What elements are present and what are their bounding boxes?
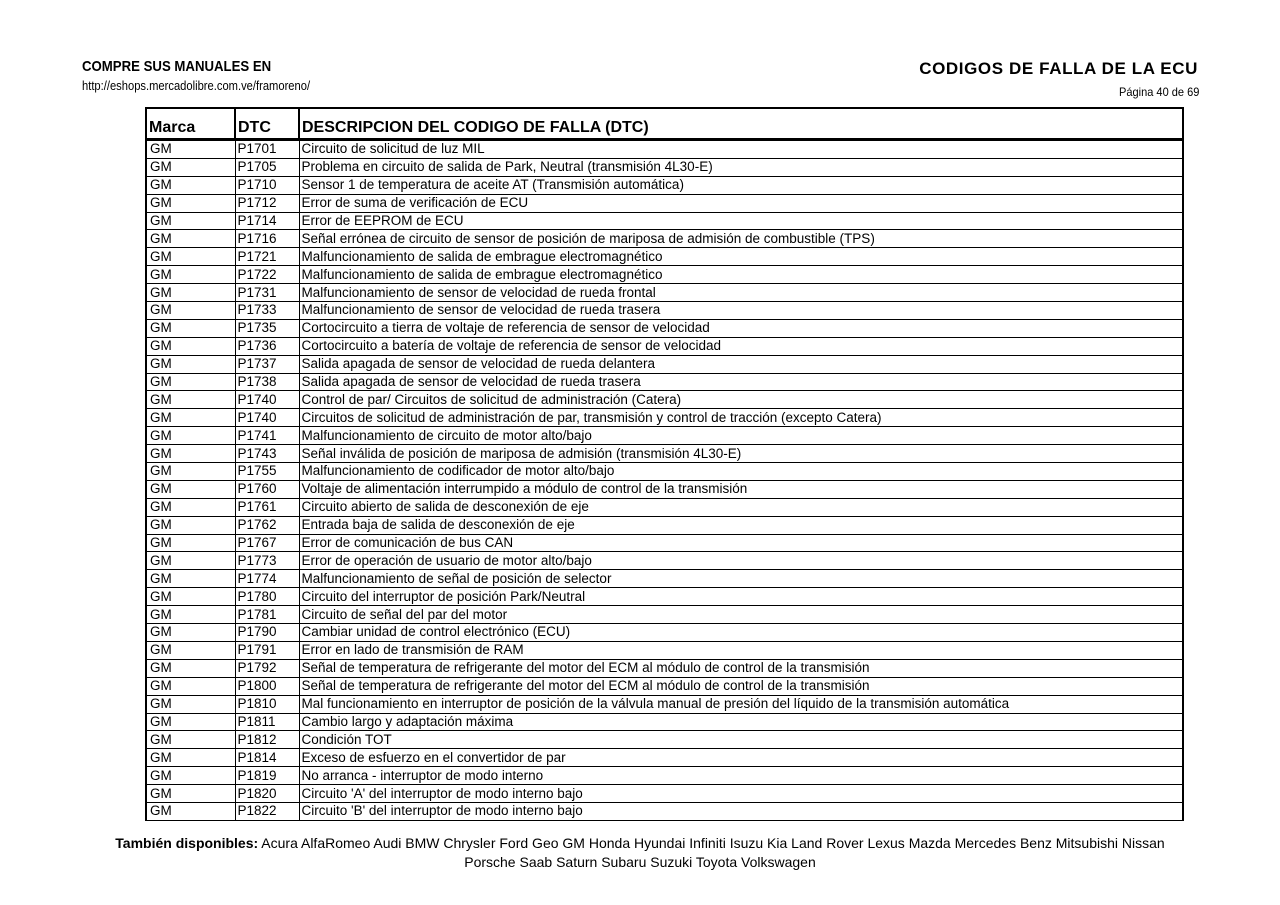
table-row xyxy=(146,498,1183,516)
cell-description: Señal de temperatura de refrigerante del motor del ECM al módulo de control de la transmisión xyxy=(299,677,1183,695)
cell-brand: GM xyxy=(146,641,235,659)
cell-dtc: P1755 xyxy=(235,463,299,481)
cell-brand: GM xyxy=(146,212,235,230)
column-header-description: DESCRIPCION DEL CODIGO DE FALLA (DTC) xyxy=(299,108,1183,140)
cell-dtc: P1701 xyxy=(235,140,299,159)
cell-brand: GM xyxy=(146,785,235,803)
cell-description: Voltaje de alimentación interrumpido a módulo de control de la transmisión xyxy=(299,480,1183,498)
cell-description: Circuitos de solicitud de administración de par, transmisión y control de tracción (excepto Catera) xyxy=(299,409,1183,427)
cell-description: Circuito de señal del par del motor xyxy=(299,606,1183,624)
cell-dtc: P1791 xyxy=(235,641,299,659)
table-body xyxy=(146,140,1183,821)
cell-brand: GM xyxy=(146,140,235,159)
cell-dtc: P1781 xyxy=(235,606,299,624)
cell-description: Condición TOT xyxy=(299,731,1183,749)
table-row xyxy=(146,767,1183,785)
cell-description: Cortocircuito a batería de voltaje de referencia de sensor de velocidad xyxy=(299,337,1183,355)
cell-brand: GM xyxy=(146,337,235,355)
cell-brand: GM xyxy=(146,713,235,731)
page-number: Página 40 de 69 xyxy=(1118,85,1199,99)
cell-brand: GM xyxy=(146,445,235,463)
cell-description: Cortocircuito a tierra de voltaje de referencia de sensor de velocidad xyxy=(299,319,1183,337)
cell-dtc: P1712 xyxy=(235,194,299,212)
cell-description: Circuito 'A' del interruptor de modo interno bajo xyxy=(299,785,1183,803)
table-row xyxy=(146,570,1183,588)
cell-dtc: P1814 xyxy=(235,749,299,767)
cell-brand: GM xyxy=(146,552,235,570)
cell-description: Señal errónea de circuito de sensor de posición de mariposa de admisión de combustible (TPS) xyxy=(299,230,1183,248)
cell-description: Entrada baja de salida de desconexión de eje xyxy=(299,516,1183,534)
cell-dtc: P1722 xyxy=(235,266,299,284)
cell-description: Mal funcionamiento en interruptor de posición de la válvula manual de presión del líquido de la transmisión automática xyxy=(299,695,1183,713)
cell-dtc: P1774 xyxy=(235,570,299,588)
table-row xyxy=(146,319,1183,337)
cell-dtc: P1760 xyxy=(235,480,299,498)
table-row xyxy=(146,248,1183,266)
cell-description: Problema en circuito de salida de Park, Neutral (transmisión 4L30-E) xyxy=(299,158,1183,176)
cell-description: Circuito del interruptor de posición Park/Neutral xyxy=(299,588,1183,606)
table-row xyxy=(146,373,1183,391)
table-row xyxy=(146,785,1183,803)
cell-dtc: P1740 xyxy=(235,391,299,409)
cell-description: Malfuncionamiento de salida de embrague electromagnético xyxy=(299,248,1183,266)
footer-label: También disponibles: xyxy=(115,835,259,851)
table-row xyxy=(146,212,1183,230)
footer-brands-line-1: Acura AlfaRomeo Audi BMW Chrysler Ford Geo GM Honda Hyundai Infiniti Isuzu Kia Land Rover Lexus Mazda Mercedes Benz Mitsubishi Nissan xyxy=(261,835,1165,851)
cell-brand: GM xyxy=(146,427,235,445)
cell-dtc: P1761 xyxy=(235,498,299,516)
cell-dtc: P1731 xyxy=(235,284,299,302)
cell-brand: GM xyxy=(146,176,235,194)
column-header-brand: Marca xyxy=(146,108,235,140)
table-row xyxy=(146,713,1183,731)
cell-description: Error de operación de usuario de motor alto/bajo xyxy=(299,552,1183,570)
cell-dtc: P1811 xyxy=(235,713,299,731)
cell-dtc: P1822 xyxy=(235,802,299,820)
cell-description: Error de comunicación de bus CAN xyxy=(299,534,1183,552)
cell-description: Circuito 'B' del interruptor de modo interno bajo xyxy=(299,802,1183,820)
cell-brand: GM xyxy=(146,230,235,248)
cell-description: Circuito de solicitud de luz MIL xyxy=(299,140,1183,159)
cell-dtc: P1762 xyxy=(235,516,299,534)
table-row xyxy=(146,427,1183,445)
table-row xyxy=(146,230,1183,248)
cell-dtc: P1740 xyxy=(235,409,299,427)
cell-brand: GM xyxy=(146,588,235,606)
table-row xyxy=(146,677,1183,695)
cell-brand: GM xyxy=(146,731,235,749)
cell-dtc: P1812 xyxy=(235,731,299,749)
cell-dtc: P1743 xyxy=(235,445,299,463)
cell-brand: GM xyxy=(146,516,235,534)
cell-brand: GM xyxy=(146,570,235,588)
table-row xyxy=(146,624,1183,642)
table-row xyxy=(146,337,1183,355)
table-row xyxy=(146,749,1183,767)
cell-brand: GM xyxy=(146,319,235,337)
cell-dtc: P1716 xyxy=(235,230,299,248)
table-row xyxy=(146,480,1183,498)
cell-brand: GM xyxy=(146,695,235,713)
cell-dtc: P1741 xyxy=(235,427,299,445)
cell-brand: GM xyxy=(146,409,235,427)
cell-dtc: P1733 xyxy=(235,302,299,320)
table-row xyxy=(146,516,1183,534)
cell-dtc: P1792 xyxy=(235,659,299,677)
cell-dtc: P1735 xyxy=(235,319,299,337)
cell-brand: GM xyxy=(146,498,235,516)
cell-brand: GM xyxy=(146,373,235,391)
cell-dtc: P1736 xyxy=(235,337,299,355)
footer-line-1 xyxy=(90,834,1190,853)
cell-description: Exceso de esfuerzo en el convertidor de par xyxy=(299,749,1183,767)
cell-brand: GM xyxy=(146,606,235,624)
cell-brand: GM xyxy=(146,624,235,642)
table-row xyxy=(146,158,1183,176)
table-row xyxy=(146,284,1183,302)
table-row xyxy=(146,659,1183,677)
cell-description: Error de suma de verificación de ECU xyxy=(299,194,1183,212)
cell-description: No arranca - interruptor de modo interno xyxy=(299,767,1183,785)
cell-brand: GM xyxy=(146,534,235,552)
table-row xyxy=(146,552,1183,570)
cell-brand: GM xyxy=(146,158,235,176)
column-header-dtc: DTC xyxy=(235,108,299,140)
cell-description: Malfuncionamiento de sensor de velocidad de rueda frontal xyxy=(299,284,1183,302)
table-row xyxy=(146,409,1183,427)
cell-dtc: P1819 xyxy=(235,767,299,785)
cell-dtc: P1721 xyxy=(235,248,299,266)
table-row xyxy=(146,534,1183,552)
cell-description: Señal de temperatura de refrigerante del motor del ECM al módulo de control de la transmisión xyxy=(299,659,1183,677)
cell-dtc: P1790 xyxy=(235,624,299,642)
table-row xyxy=(146,588,1183,606)
cell-dtc: P1710 xyxy=(235,176,299,194)
table-row xyxy=(146,731,1183,749)
dtc-table xyxy=(145,107,1184,821)
table-row xyxy=(146,140,1183,159)
cell-dtc: P1780 xyxy=(235,588,299,606)
cell-brand: GM xyxy=(146,266,235,284)
cell-brand: GM xyxy=(146,677,235,695)
cell-description: Salida apagada de sensor de velocidad de rueda trasera xyxy=(299,373,1183,391)
cell-description: Salida apagada de sensor de velocidad de rueda delantera xyxy=(299,355,1183,373)
cell-brand: GM xyxy=(146,391,235,409)
cell-dtc: P1705 xyxy=(235,158,299,176)
cell-description: Error en lado de transmisión de RAM xyxy=(299,641,1183,659)
cell-dtc: P1800 xyxy=(235,677,299,695)
cell-description: Malfuncionamiento de circuito de motor alto/bajo xyxy=(299,427,1183,445)
table-row xyxy=(146,445,1183,463)
cell-brand: GM xyxy=(146,194,235,212)
table-row xyxy=(146,695,1183,713)
cell-description: Sensor 1 de temperatura de aceite AT (Transmisión automática) xyxy=(299,176,1183,194)
cell-dtc: P1820 xyxy=(235,785,299,803)
cell-brand: GM xyxy=(146,767,235,785)
cell-dtc: P1773 xyxy=(235,552,299,570)
table-row xyxy=(146,606,1183,624)
table-row xyxy=(146,176,1183,194)
cell-description: Malfuncionamiento de codificador de motor alto/bajo xyxy=(299,463,1183,481)
table-header-row xyxy=(146,108,1183,140)
cell-brand: GM xyxy=(146,480,235,498)
cell-dtc: P1714 xyxy=(235,212,299,230)
document-title: CODIGOS DE FALLA DE LA ECU xyxy=(919,59,1198,78)
sales-heading: COMPRE SUS MANUALES EN xyxy=(82,58,272,75)
footer xyxy=(90,834,1190,872)
table-row xyxy=(146,641,1183,659)
cell-brand: GM xyxy=(146,659,235,677)
cell-description: Malfuncionamiento de sensor de velocidad de rueda trasera xyxy=(299,302,1183,320)
cell-description: Cambio largo y adaptación máxima xyxy=(299,713,1183,731)
table-row xyxy=(146,266,1183,284)
table-row xyxy=(146,355,1183,373)
footer-brands-line-2: Porsche Saab Saturn Subaru Suzuki Toyota Volkswagen xyxy=(464,854,816,870)
table-row xyxy=(146,463,1183,481)
cell-brand: GM xyxy=(146,302,235,320)
table-row xyxy=(146,194,1183,212)
cell-description: Malfuncionamiento de salida de embrague electromagnético xyxy=(299,266,1183,284)
table-row xyxy=(146,391,1183,409)
cell-description: Error de EEPROM de ECU xyxy=(299,212,1183,230)
cell-brand: GM xyxy=(146,284,235,302)
cell-brand: GM xyxy=(146,248,235,266)
store-url[interactable]: http://eshops.mercadolibre.com.ve/framoreno/ xyxy=(82,78,311,93)
table-row xyxy=(146,302,1183,320)
cell-description: Control de par/ Circuitos de solicitud de administración (Catera) xyxy=(299,391,1183,409)
cell-dtc: P1810 xyxy=(235,695,299,713)
cell-description: Malfuncionamiento de señal de posición de selector xyxy=(299,570,1183,588)
cell-brand: GM xyxy=(146,463,235,481)
cell-dtc: P1737 xyxy=(235,355,299,373)
cell-dtc: P1738 xyxy=(235,373,299,391)
cell-description: Cambiar unidad de control electrónico (ECU) xyxy=(299,624,1183,642)
cell-brand: GM xyxy=(146,355,235,373)
cell-brand: GM xyxy=(146,749,235,767)
cell-brand: GM xyxy=(146,802,235,820)
cell-description: Señal inválida de posición de mariposa de admisión (transmisión 4L30-E) xyxy=(299,445,1183,463)
table-row xyxy=(146,802,1183,820)
cell-description: Circuito abierto de salida de desconexión de eje xyxy=(299,498,1183,516)
cell-dtc: P1767 xyxy=(235,534,299,552)
